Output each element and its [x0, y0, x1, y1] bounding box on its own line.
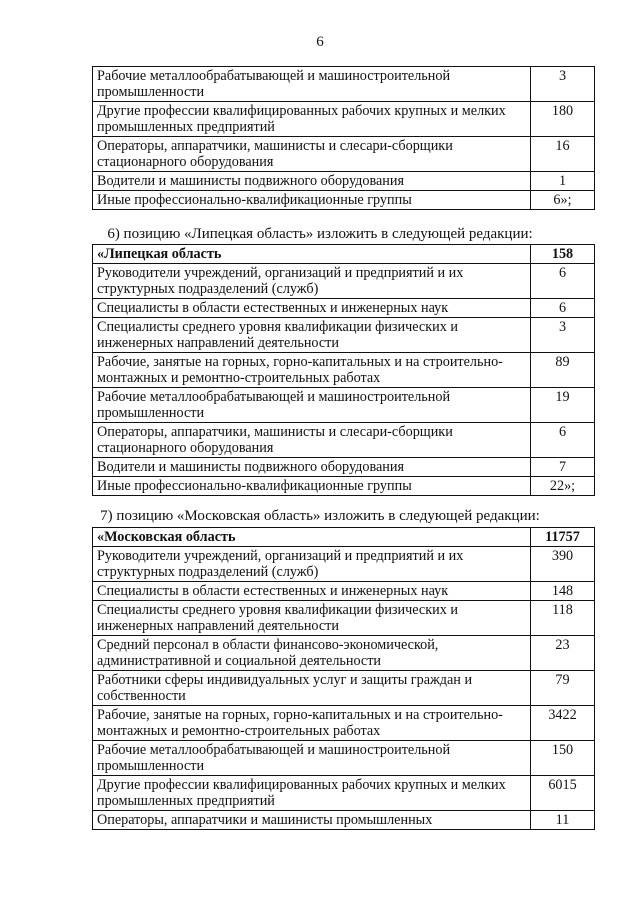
region-name: «Московская область: [93, 528, 531, 547]
row-value: 148: [531, 582, 595, 601]
table-header-row: [93, 528, 595, 547]
row-label: Рабочие, занятые на горных, горно-капитальных и на строительно-монтажных и ремонтно-строительных работах: [93, 353, 531, 388]
row-value: 22»;: [531, 477, 595, 496]
row-value: 89: [531, 353, 595, 388]
row-label: Руководители учреждений, организаций и предприятий и их структурных подразделений (служб): [93, 264, 531, 299]
row-value: 390: [531, 547, 595, 582]
table-row: [93, 67, 595, 102]
row-value: 6: [531, 264, 595, 299]
table-row: [93, 547, 595, 582]
row-label: Специалисты среднего уровня квалификации физических и инженерных направлений деятельности: [93, 601, 531, 636]
table-row: [93, 811, 595, 830]
table-row: [93, 191, 595, 210]
row-label: Специалисты среднего уровня квалификации физических и инженерных направлений деятельности: [93, 318, 531, 353]
instruction-lipetsk: 6) позицию «Липецкая область» изложить в следующей редакции:: [107, 226, 533, 242]
table-row: [93, 477, 595, 496]
row-label: Иные профессионально-квалификационные группы: [93, 477, 531, 496]
table-header-row: [93, 245, 595, 264]
row-value: 3422: [531, 706, 595, 741]
table-row: [93, 458, 595, 477]
row-value: 6015: [531, 776, 595, 811]
row-value: 150: [531, 741, 595, 776]
region-total: 11757: [531, 528, 595, 547]
row-value: 79: [531, 671, 595, 706]
row-label: Другие профессии квалифицированных рабочих крупных и мелких промышленных предприятий: [93, 102, 531, 137]
row-value: 6: [531, 299, 595, 318]
row-label: Работники сферы индивидуальных услуг и защиты граждан и собственности: [93, 671, 531, 706]
table-row: [93, 318, 595, 353]
row-label: Иные профессионально-квалификационные группы: [93, 191, 531, 210]
row-label: Руководители учреждений, организаций и предприятий и их структурных подразделений (служб): [93, 547, 531, 582]
table-lipetsk: [92, 244, 595, 496]
table-row: [93, 776, 595, 811]
row-label: Рабочие, занятые на горных, горно-капитальных и на строительно-монтажных и ремонтно-строительных работах: [93, 706, 531, 741]
table-row: [93, 706, 595, 741]
row-value: 19: [531, 388, 595, 423]
instruction-moscow: 7) позицию «Московская область» изложить в следующей редакции:: [100, 508, 540, 524]
table-continuation: [92, 66, 595, 210]
row-value: 23: [531, 636, 595, 671]
row-value: 11: [531, 811, 595, 830]
region-total: 158: [531, 245, 595, 264]
table-row: [93, 601, 595, 636]
table-row: [93, 636, 595, 671]
row-label: Водители и машинисты подвижного оборудования: [93, 172, 531, 191]
row-value: 3: [531, 67, 595, 102]
row-value: 6»;: [531, 191, 595, 210]
table-row: [93, 353, 595, 388]
row-label: Другие профессии квалифицированных рабочих крупных и мелких промышленных предприятий: [93, 776, 531, 811]
row-label: Рабочие металлообрабатывающей и машиностроительной промышленности: [93, 388, 531, 423]
region-name: «Липецкая область: [93, 245, 531, 264]
row-label: Операторы, аппаратчики и машинисты промышленных: [93, 811, 531, 830]
row-value: 3: [531, 318, 595, 353]
table-row: [93, 388, 595, 423]
row-label: Специалисты в области естественных и инженерных наук: [93, 582, 531, 601]
row-value: 7: [531, 458, 595, 477]
table-row: [93, 671, 595, 706]
table-row: [93, 582, 595, 601]
row-label: Операторы, аппаратчики, машинисты и слесари-сборщики стационарного оборудования: [93, 137, 531, 172]
row-value: 1: [531, 172, 595, 191]
table-moscow: [92, 527, 595, 830]
table-row: [93, 299, 595, 318]
table-row: [93, 137, 595, 172]
table-row: [93, 264, 595, 299]
row-label: Рабочие металлообрабатывающей и машиностроительной промышленности: [93, 67, 531, 102]
table-row: [93, 102, 595, 137]
row-label: Водители и машинисты подвижного оборудования: [93, 458, 531, 477]
table-row: [93, 741, 595, 776]
row-value: 118: [531, 601, 595, 636]
row-value: 180: [531, 102, 595, 137]
row-label: Специалисты в области естественных и инженерных наук: [93, 299, 531, 318]
row-label: Рабочие металлообрабатывающей и машиностроительной промышленности: [93, 741, 531, 776]
page-number: 6: [316, 34, 324, 50]
row-value: 16: [531, 137, 595, 172]
table-row: [93, 423, 595, 458]
row-value: 6: [531, 423, 595, 458]
row-label: Средний персонал в области финансово-экономической, административной и социальной деятельности: [93, 636, 531, 671]
table-row: [93, 172, 595, 191]
row-label: Операторы, аппаратчики, машинисты и слесари-сборщики стационарного оборудования: [93, 423, 531, 458]
